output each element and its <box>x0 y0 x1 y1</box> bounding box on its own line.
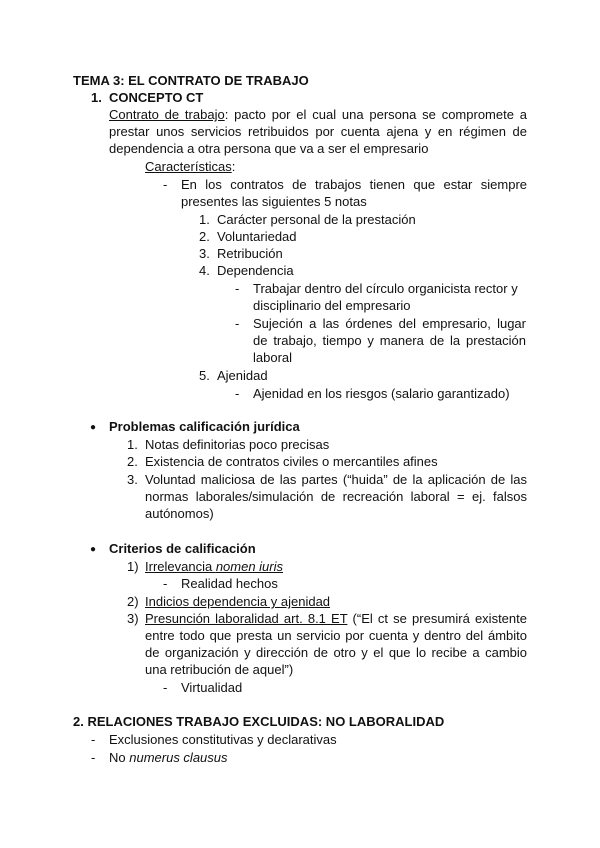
sub-item: Virtualidad <box>181 680 243 695</box>
dash-marker: - <box>163 177 168 192</box>
sub-item: disciplinario del empresario <box>253 298 411 313</box>
list-item: Notas definitorias poco precisas <box>145 437 330 452</box>
criterion-italic: nomen iuris <box>215 559 284 574</box>
dash-marker: - <box>235 316 240 331</box>
definition-line: dependencia a otra persona que va a ser el empresario <box>109 141 429 156</box>
sub-item: Sujeción a las órdenes del empresario, lugar <box>253 316 526 331</box>
sub-item: laboral <box>253 350 293 365</box>
document-title: TEMA 3: EL CONTRATO DE TRABAJO <box>73 73 309 88</box>
list-italic: numerus clausus <box>129 750 228 765</box>
dash-marker: - <box>91 750 96 765</box>
characteristics-colon: : <box>231 159 236 174</box>
list-item: Ajenidad <box>217 368 268 383</box>
list-number: 1) <box>127 559 139 574</box>
criterion-text: Irrelevancia <box>145 559 216 574</box>
list-number: 5. <box>199 368 210 383</box>
problems-heading: Problemas calificación jurídica <box>109 419 300 434</box>
list-item: Voluntad maliciosa de las partes (“huida” de la aplicación de las <box>145 472 527 487</box>
list-item: Exclusiones constitutivas y declarativas <box>109 732 337 747</box>
list-number: 3) <box>127 611 139 626</box>
criterion-item <box>145 610 527 627</box>
list-text: No <box>109 750 130 765</box>
sub-item: de trabajo, tiempo y manera de la prestación <box>253 333 526 348</box>
criterion-text: entre todo que presta un servicio por cuenta y dentro del ámbito <box>145 628 527 643</box>
bullet-marker: ● <box>90 422 97 433</box>
list-number: 2. <box>127 454 138 469</box>
criterion-item <box>145 558 283 575</box>
dash-marker: - <box>235 281 240 296</box>
list-item: Retribución <box>217 246 283 261</box>
list-number: 2) <box>127 594 139 609</box>
list-item: normas laborales/simulación de recreación laboral = ej. falsos <box>145 489 527 504</box>
dash-marker: - <box>235 386 240 401</box>
list-item: Existencia de contratos civiles o mercantiles afines <box>145 454 438 469</box>
sub-item: Trabajar dentro del círculo organicista rector y <box>253 281 518 296</box>
sub-item: Ajenidad en los riesgos (salario garantizado) <box>253 386 510 401</box>
definition-term: Contrato de trabajo <box>109 107 225 122</box>
section-heading: CONCEPTO CT <box>109 90 204 105</box>
list-item: Voluntariedad <box>217 229 297 244</box>
criterion-text: (“El ct se presumirá existente <box>347 611 527 626</box>
list-item: Dependencia <box>217 263 294 278</box>
definition-line: prestar unos servicios retribuidos por cuenta ajena y en régimen de <box>109 124 527 139</box>
criterion-underlined: Presunción laboralidad art. 8.1 ET <box>145 611 348 626</box>
section-heading: 2. RELACIONES TRABAJO EXCLUIDAS: NO LABORALIDAD <box>73 714 445 729</box>
list-item: Carácter personal de la prestación <box>217 212 416 227</box>
list-number: 1. <box>127 437 138 452</box>
criteria-heading: Criterios de calificación <box>109 541 256 556</box>
characteristics-text: presentes las siguientes 5 notas <box>181 194 367 209</box>
dash-marker: - <box>163 680 168 695</box>
list-item <box>109 749 228 766</box>
definition-line <box>109 106 527 123</box>
list-number: 4. <box>199 263 210 278</box>
definition-text: : pacto por el cual una persona se compromete a <box>224 107 527 122</box>
list-number: 1. <box>199 212 210 227</box>
list-number: 2. <box>199 229 210 244</box>
criterion-item: Indicios dependencia y ajenidad <box>145 594 331 609</box>
dash-marker: - <box>163 576 168 591</box>
criterion-text: una retribución de aquel”) <box>145 662 294 677</box>
characteristics-term: Características <box>145 159 232 174</box>
dash-marker: - <box>91 732 96 747</box>
sub-item: Realidad hechos <box>181 576 278 591</box>
list-number: 3. <box>127 472 138 487</box>
list-item: autónomos) <box>145 506 214 521</box>
list-number: 3. <box>199 246 210 261</box>
section-number: 1. <box>91 90 102 105</box>
characteristics-label <box>145 158 235 175</box>
characteristics-text: En los contratos de trabajos tienen que estar siempre <box>181 177 527 192</box>
criterion-text: de organización y dirección de otro y el que lo recibe a cambio <box>145 645 527 660</box>
bullet-marker: ● <box>90 544 97 555</box>
